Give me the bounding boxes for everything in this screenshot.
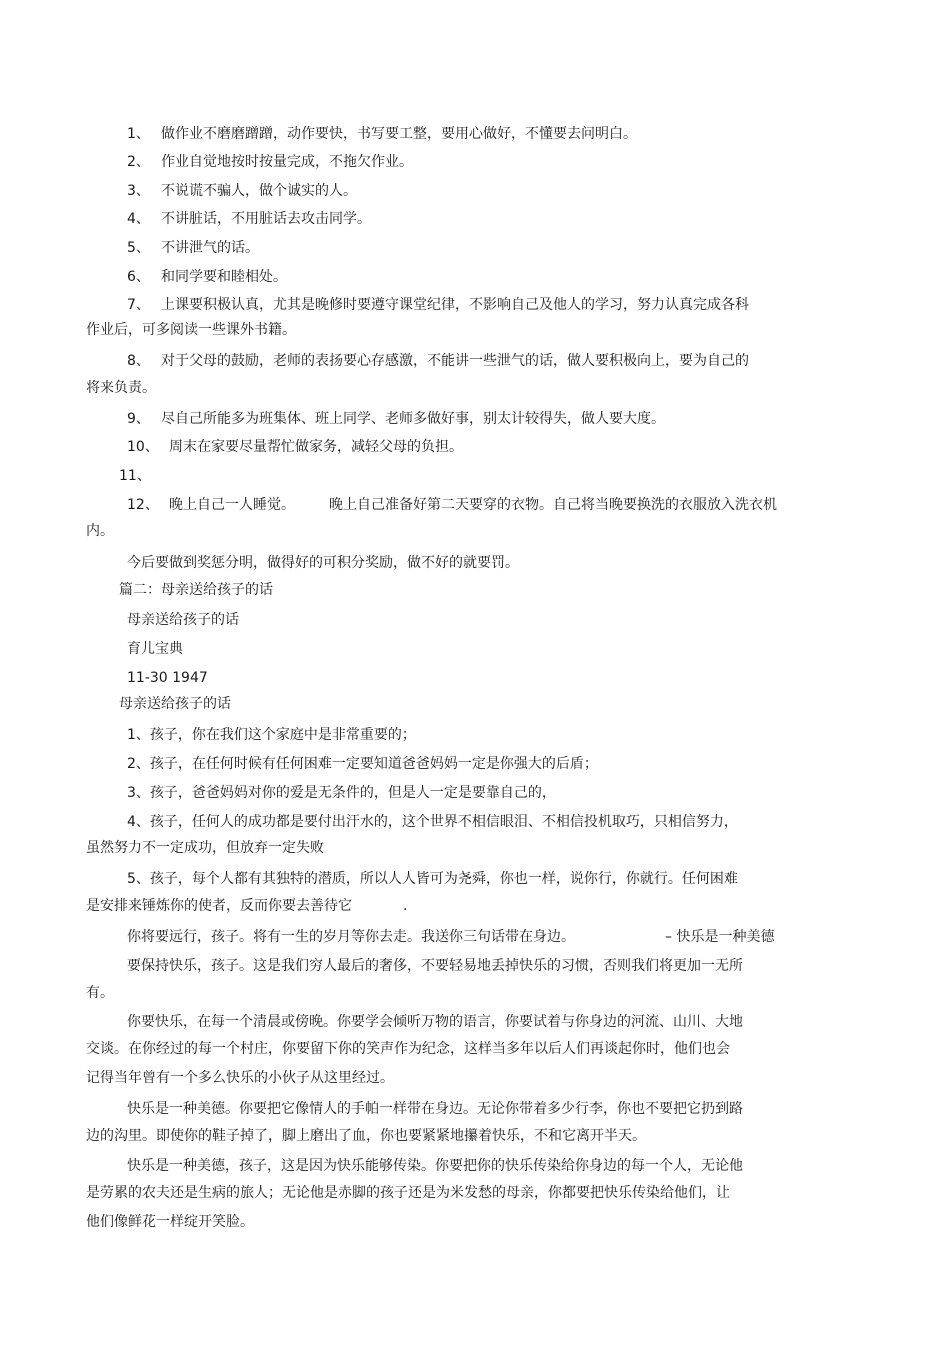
paragraph-line: 有。 xyxy=(86,985,114,1001)
article-subtitle: 母亲送给孩子的话 xyxy=(119,696,231,712)
rule-text-continuation: 内。 xyxy=(86,523,114,539)
rule-number: 6、 xyxy=(127,269,150,285)
paragraph-line: 是劳累的农夫还是生病的旅人；无论他是赤脚的孩子还是为米发愁的母亲，你都要把快乐传染给他们，让 xyxy=(86,1185,730,1201)
rule-text: 作业自觉地按时按量完成，不拖欠作业。 xyxy=(161,154,413,170)
rule-number: 12、 xyxy=(127,497,159,513)
rule-text: 不说谎不骗人，做个诚实的人。 xyxy=(161,183,357,199)
rule-number: 5、 xyxy=(127,240,150,256)
paragraph-line: 记得当年曾有一个多么快乐的小伙子从这里经过。 xyxy=(86,1070,394,1086)
rule-text: 不讲泄气的话。 xyxy=(161,240,259,256)
rule-number: 3、 xyxy=(127,183,150,199)
article-source: 育儿宝典 xyxy=(127,641,183,657)
rule-text: 周末在家要尽量帮忙做家务，减轻父母的负担。 xyxy=(169,439,463,455)
child-item: 3、孩子，爸爸妈妈对你的爱是无条件的，但是人一定是要靠自己的， xyxy=(127,785,556,801)
rule-text-second: 晚上自己准备好第二天要穿的衣物。自己将当晚要换洗的衣服放入洗衣机 xyxy=(329,497,777,513)
paragraph-line: 要保持快乐，孩子。这是我们穷人最后的奢侈，不要轻易地丢掉快乐的习惯，否则我们将更加一无所 xyxy=(127,958,743,974)
child-item-period: . xyxy=(403,898,408,914)
child-item: 1、孩子，你在我们这个家庭中是非常重要的； xyxy=(127,727,416,743)
paragraph-line: 交谈。在你经过的每一个村庄，你要留下你的笑声作为纪念，这样当多年以后人们再谈起你时，他们也会 xyxy=(86,1041,730,1057)
rule-number: 1、 xyxy=(127,126,150,142)
paragraph-line: 边的沟里。即使你的鞋子掉了，脚上磨出了血，你也要紧紧地攥着快乐，不和它离开半天。 xyxy=(86,1128,646,1144)
rule-text: 不讲脏话，不用脏话去攻击同学。 xyxy=(161,211,371,227)
rule-number: 4、 xyxy=(127,211,150,227)
paragraph-line: 他们像鲜花一样绽开笑脸。 xyxy=(86,1214,254,1230)
child-item: 2、孩子，在任何时候有任何困难一定要知道爸爸妈妈一定是你强大的后盾； xyxy=(127,756,598,772)
rule-text: 做作业不磨磨蹭蹭，动作要快，书写要工整，要用心做好，不懂要去问明白。 xyxy=(161,126,637,142)
rule-number: 11、 xyxy=(119,468,151,484)
rule-number: 10、 xyxy=(127,439,159,455)
child-item-continuation: 虽然努力不一定成功，但放弃一定失败 xyxy=(86,840,324,856)
rule-text-continuation: 作业后，可多阅读一些课外书籍。 xyxy=(86,322,296,338)
article-date: 11-30 1947 xyxy=(127,670,208,686)
closing-line: 今后要做到奖惩分明，做得好的可积分奖励，做不好的就要罚。 xyxy=(127,555,519,571)
child-item-continuation: 是安排来锤炼你的使者，反而你要去善待它 xyxy=(86,898,352,914)
rule-number: 2、 xyxy=(127,154,150,170)
section-heading: 篇二：母亲送给孩子的话 xyxy=(119,582,273,598)
rule-text: 上课要积极认真，尤其是晚修时要遵守课堂纪律，不影响自己及他人的学习，努力认真完成各科 xyxy=(161,297,749,313)
paragraph-line: 你要快乐，在每一个清晨或傍晚。你要学会倾听万物的语言，你要试着与你身边的河流、山川、大地 xyxy=(127,1014,743,1030)
child-item: 5、孩子，每个人都有其独特的潜质，所以人人皆可为尧舜，你也一样，说你行，你就行。任何困难 xyxy=(127,871,738,887)
rule-text: 对于父母的鼓励，老师的表扬要心存感激，不能讲一些泄气的话，做人要积极向上，要为自己的 xyxy=(161,353,749,369)
rule-number: 7、 xyxy=(127,297,150,313)
paragraph-line: 快乐是一种美德，孩子，这是因为快乐能够传染。你要把你的快乐传染给你身边的每一个人，无论他 xyxy=(127,1158,743,1174)
rule-text-continuation: 将来负责。 xyxy=(86,380,156,396)
child-item: 4、孩子，任何人的成功都是要付出汗水的，这个世界不相信眼泪、不相信投机取巧，只相信努力， xyxy=(127,814,738,830)
paragraph-line-end: – 快乐是一种美德 xyxy=(665,929,775,945)
article-title: 母亲送给孩子的话 xyxy=(127,612,239,628)
paragraph-line: 你将要远行，孩子。将有一生的岁月等你去走。我送你三句话带在身边。 xyxy=(127,929,575,945)
rule-text: 尽自己所能多为班集体、班上同学、老师多做好事，别太计较得失，做人要大度。 xyxy=(161,411,665,427)
rule-text: 晚上自己一人睡觉。 xyxy=(169,497,295,513)
rule-text: 和同学要和睦相处。 xyxy=(161,269,287,285)
rule-number: 8、 xyxy=(127,353,150,369)
rule-number: 9、 xyxy=(127,411,150,427)
paragraph-line: 快乐是一种美德。你要把它像情人的手帕一样带在身边。无论你带着多少行李，你也不要把它扔到路 xyxy=(127,1101,743,1117)
